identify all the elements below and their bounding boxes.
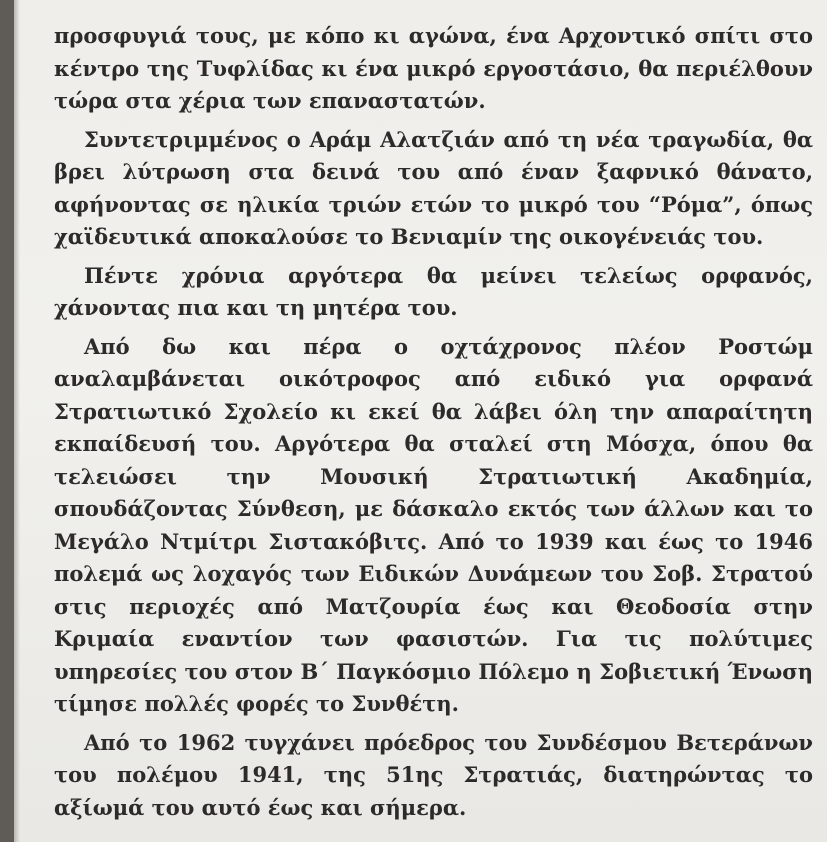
paragraph-4: Από δω και πέρα ο οχτάχρονος πλέον Ροστώμ αναλαμβάνεται οικότροφος από ειδικό για ορφανά Στρατιωτικό Σχολείο κι εκεί θα λάβει όλη την απαραίτητη εκπαίδευσή του. Αργότερα θα σταλεί στη Μόσχα, όπου θα τελειώσει την Μουσική Στρατιωτική Ακαδημία, σπουδάζοντας Σύνθεση, με δάσκαλο εκτός των άλλων και το Μεγάλο Ντμίτρι Σιστακόβιτς. Από το 1939 και έως το 1946 πολεμά ως λοχαγός των Ειδικών Δυνάμεων του Σοβ. Στρατού στις περιοχές από Ματζουρία έως και Θεοδοσία στην Κριμαία εναντίον των φασιστών. Για τις πολύτιμες υπηρεσίες του στον Β΄ Παγκόσμιο Πόλεμο η Σοβιετική Ένωση τίμησε πολλές φορές το Συνθέτη.	[54, 333, 813, 716]
paragraph-5: Από το 1962 τυγχάνει πρόεδρος του Συνδέσμου Βετεράνων του πολέμου 1941, της 51ης Στρατιάς, διατηρώντας το αξίωμά του αυτό έως και σήμερα.	[54, 729, 813, 820]
document-page	[14, 0, 827, 842]
paragraph-1: προσφυγιά τους, με κόπο κι αγώνα, ένα Αρχοντικό σπίτι στο κέντρο της Τυφλίδας κι ένα μικρό εργοστάσιο, θα περιέλθουν τώρα στα χέρια των επαναστατών.	[54, 23, 813, 113]
paragraph-2: Συντετριμμένος ο Αράμ Αλατζιάν από τη νέα τραγωδία, θα βρει λύτρωση στα δεινά του από έναν ξαφνικό θάνατο, αφήνοντας σε ηλικία τριών ετών το μικρό του “Ρόμα”, όπως χαϊδευτικά αποκαλούσε το Βενιαμίν της οικογένειάς του.	[54, 126, 813, 249]
paragraph-3: Πέντε χρόνια αργότερα θα μείνει τελείως ορφανός, χάνοντας πια και τη μητέρα του.	[54, 262, 813, 320]
